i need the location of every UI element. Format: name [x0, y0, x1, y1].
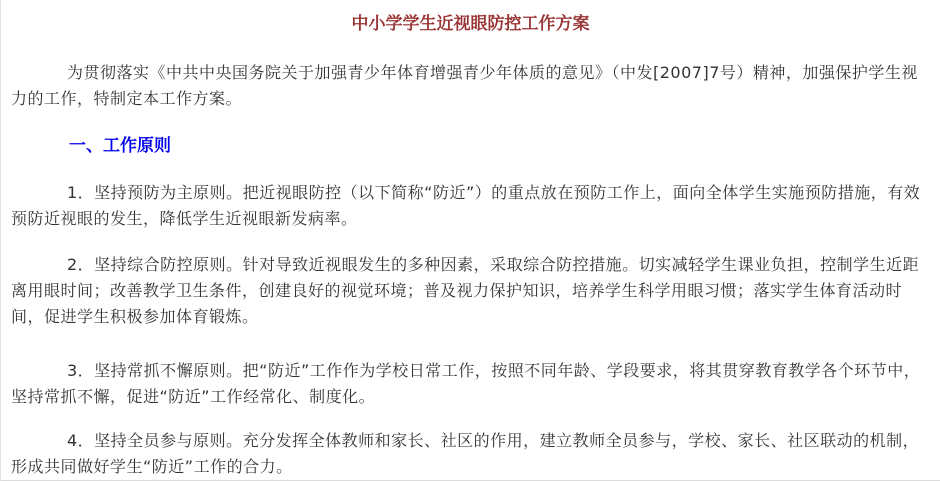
principle-paragraph-3: 3．坚持常抓不懈原则。把“防近”工作作为学校日常工作，按照不同年龄、学段要求，将其贯穿教育教学各个环节中，坚持常抓不懈，促进“防近”工作经常化、制度化。: [11, 361, 921, 406]
section-heading-work-principles: 一、工作原则: [69, 136, 171, 156]
principle-paragraph-2: 2．坚持综合防控原则。针对导致近视眼发生的多种因素，采取综合防控措施。切实减轻学生课业负担，控制学生近距离用眼时间；改善教学卫生条件，创建良好的视觉环境；普及视力保护知识，培养学生科学用眼习惯；落实学生体育活动时间，促进学生积极参加体育锻炼。: [11, 255, 920, 326]
intro-paragraph: 为贯彻落实《中共中央国务院关于加强青少年体育增强青少年体质的意见》（中发[2007]7号）精神，加强保护学生视力的工作，特制定本工作方案。: [11, 63, 918, 108]
principle-paragraph-4: 4．坚持全员参与原则。充分发挥全体教师和家长、社区的作用，建立教师全员参与，学校、家长、社区联动的机制，形成共同做好学生“防近”工作的合力。: [11, 431, 920, 476]
document-title: 中小学学生近视眼防控工作方案: [351, 14, 590, 34]
principle-paragraph-1: 1．坚持预防为主原则。把近视眼防控（以下简称“防近”）的重点放在预防工作上，面向全体学生实施预防措施，有效预防近视眼的发生，降低学生近视眼新发病率。: [11, 183, 921, 228]
